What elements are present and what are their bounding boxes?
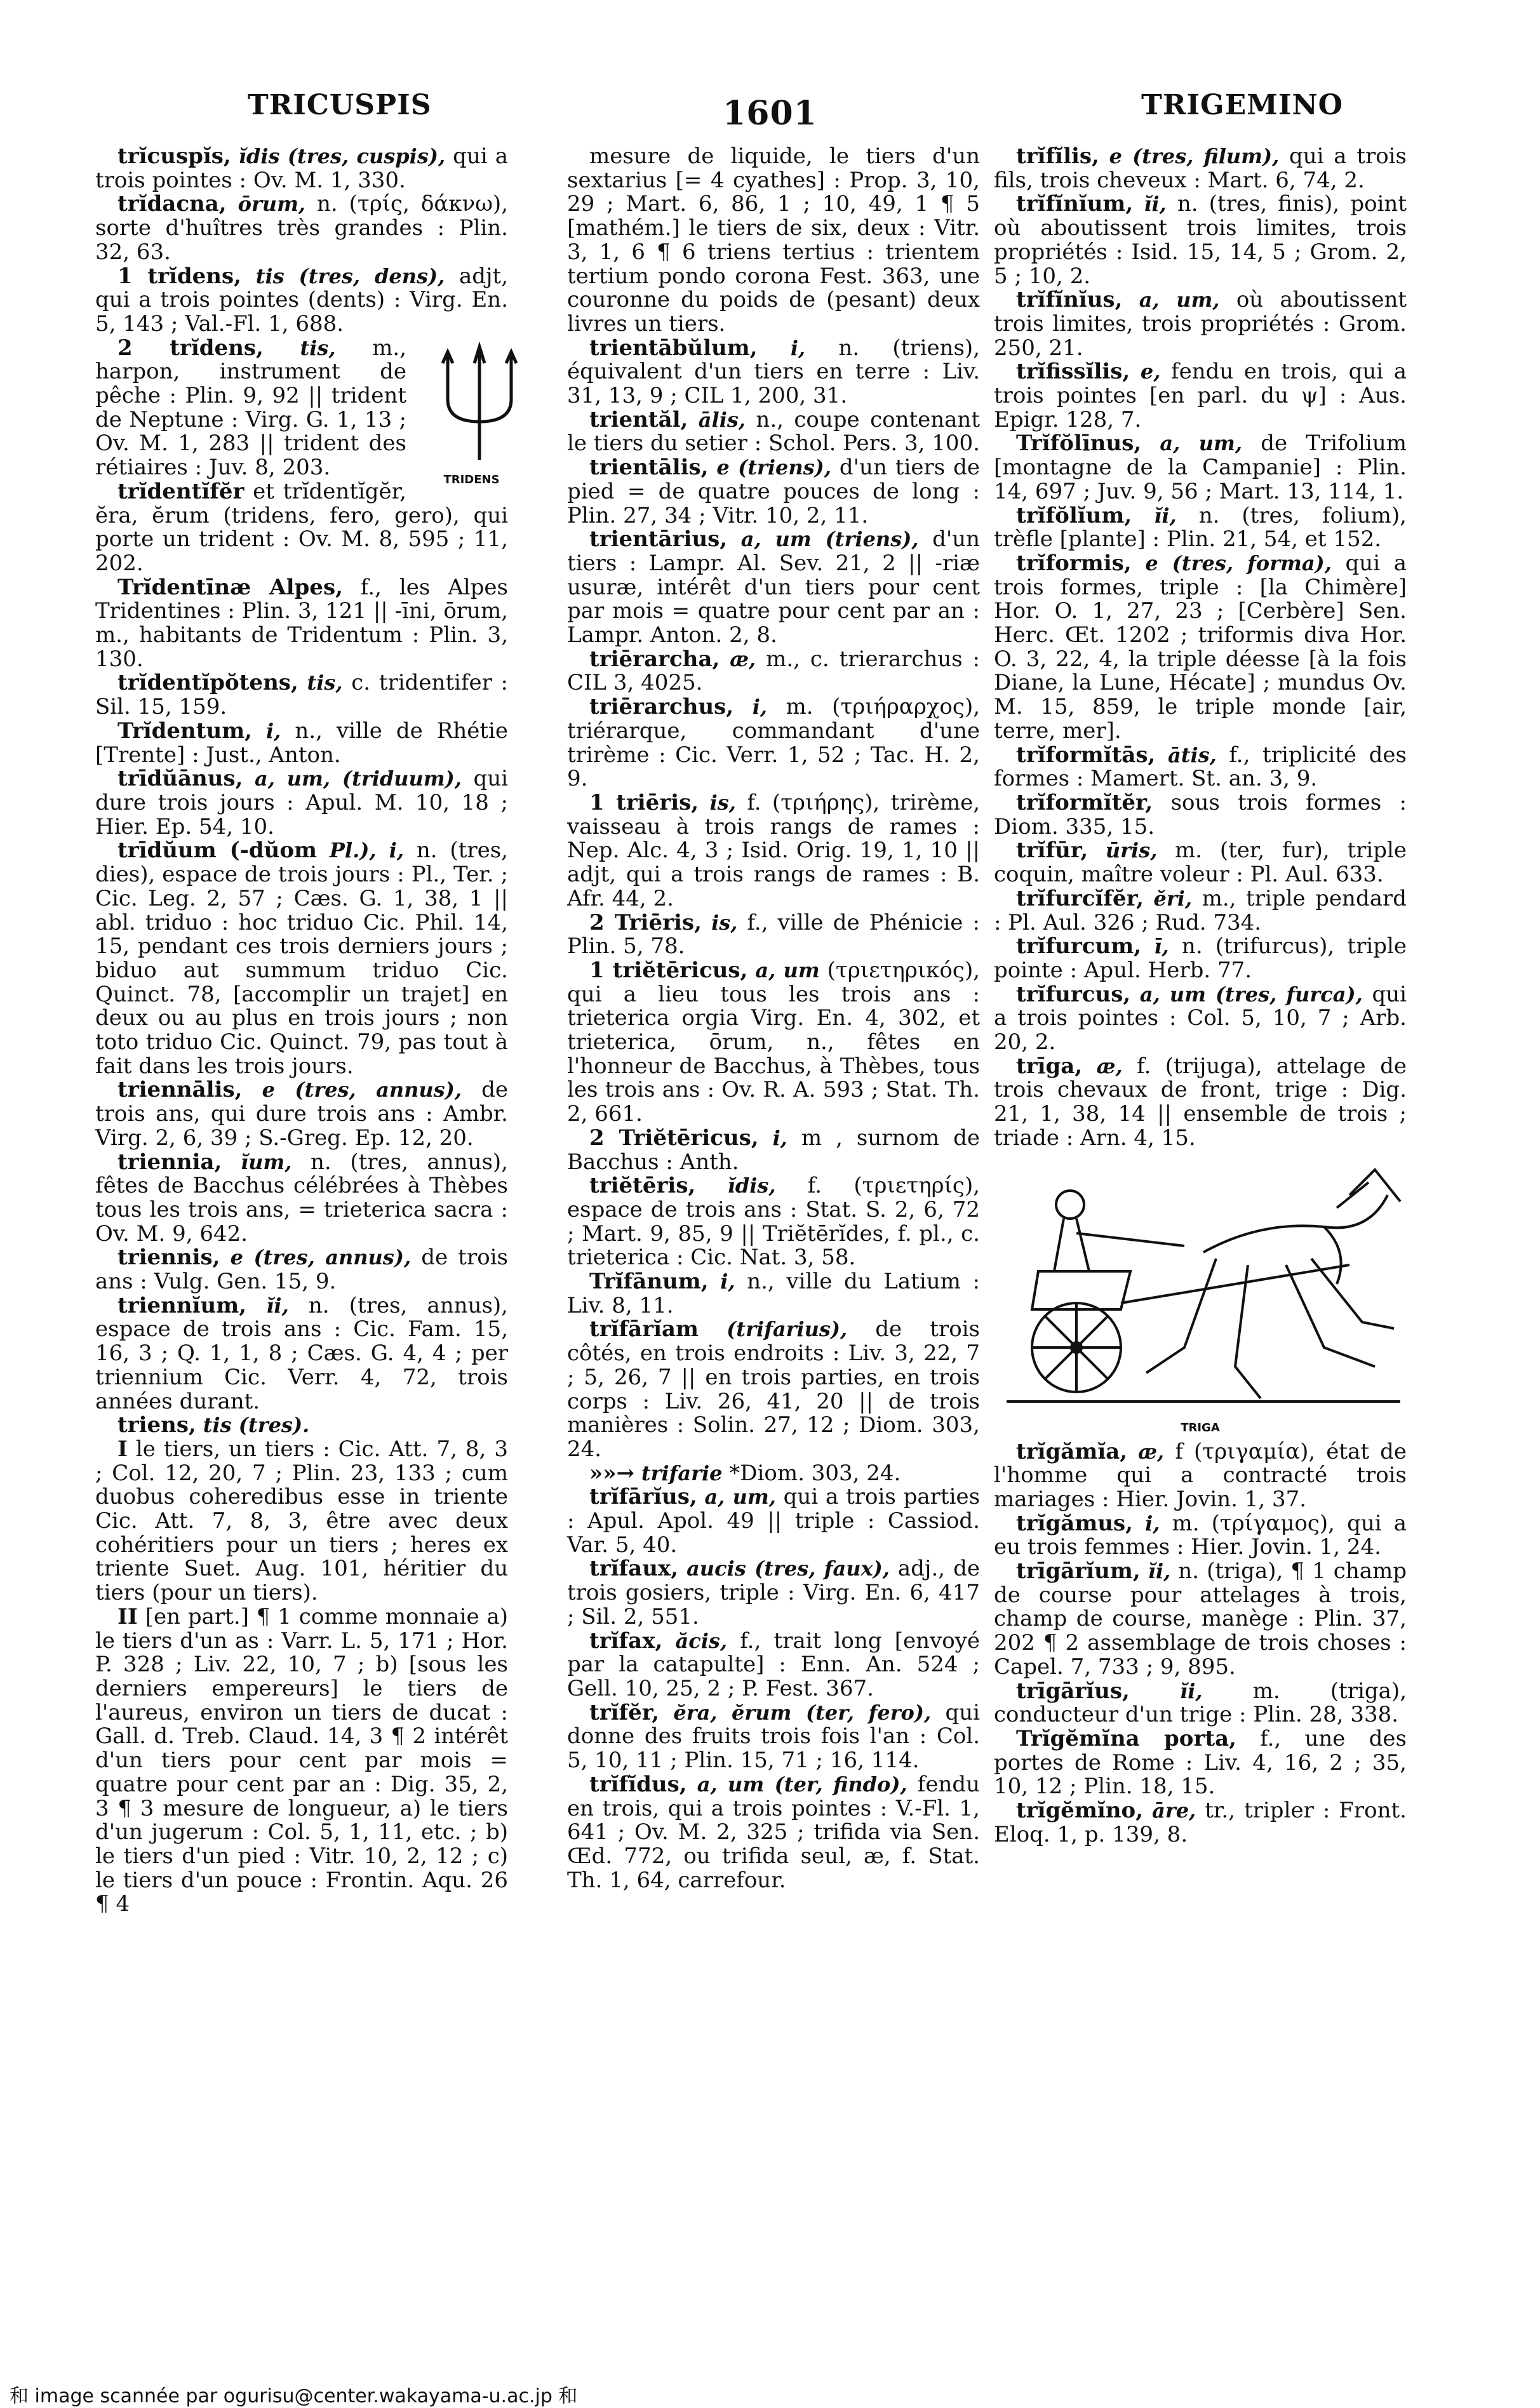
entry-definition: (τριετηρικός), qui a lieu tous les trois ans : trieterica orgia Virg. En. 4, 302, et trieterica, ōrum, n., fêtes en l'honneur de Bacchus, à Thèbes, tous les trois ans : Ov. R. A. 593 ; Stat. Th. 2, 661. xyxy=(567,957,981,1127)
entry-definition: n. (τρίς, δάκνω), sorte d'huîtres très grandes : Plin. 32, 63. xyxy=(95,191,508,265)
entry-etymology: ālis, xyxy=(698,407,746,432)
entry-etymology: ĭum, xyxy=(241,1149,292,1174)
entry-etymology: tis (tres). xyxy=(203,1413,310,1438)
dictionary-entry xyxy=(567,1127,980,1174)
tridens-caption: TRIDENS xyxy=(443,473,500,487)
entry-etymology: a, um (triens), xyxy=(740,527,919,552)
dictionary-entry xyxy=(567,337,980,408)
dictionary-entry xyxy=(567,1701,980,1773)
entry-definition: où aboutissent trois limites, trois propriétés : Grom. 250, 21. xyxy=(994,287,1407,361)
entry-definition: m., c. trierarchus : CIL 3, 4025. xyxy=(567,646,980,696)
entry-headword: trĭfārĭam xyxy=(589,1316,699,1342)
entry-headword: trĭfĭdus, xyxy=(589,1771,687,1797)
entry-etymology: ōrum, xyxy=(238,192,306,217)
dictionary-entry xyxy=(994,1440,1407,1512)
entry-headword: Trĭdentum, xyxy=(117,718,253,744)
entry-etymology: ĭdis (tres, cuspis), xyxy=(238,144,446,168)
entry-headword: trientābŭlum, xyxy=(589,335,758,361)
entry-etymology: a, um (tres, furca), xyxy=(1139,982,1363,1007)
entry-definition: qui a trois fils, trois cheveux : Mart. 6, 74, 2. xyxy=(994,144,1407,193)
entry-etymology: æ, xyxy=(730,646,756,671)
entry-headword: trientālis, xyxy=(589,455,709,481)
entry-etymology: e (tres, filum), xyxy=(1109,144,1280,168)
dictionary-entry xyxy=(95,480,508,576)
entry-etymology: ĭi, xyxy=(1180,1678,1203,1703)
entry-etymology: ĕra, ĕrum (ter, fero), xyxy=(673,1700,932,1725)
entry-etymology: ĭi, xyxy=(1154,503,1177,528)
entry-headword: trĭfĭnĭum, xyxy=(1016,191,1134,217)
entry-headword: trĭgĕmĭno, xyxy=(1016,1798,1144,1824)
entry-headword: trĭfŏlĭum, xyxy=(1016,502,1132,528)
dictionary-entry xyxy=(95,1414,508,1438)
entry-definition: n., ville du Latium : Liv. 8, 11. xyxy=(567,1269,980,1318)
dictionary-entry xyxy=(95,719,508,767)
dictionary-entry xyxy=(567,1557,980,1629)
entry-etymology: ĭi, xyxy=(266,1293,289,1318)
trident-icon xyxy=(435,339,524,463)
entry-headword: triennālis, xyxy=(117,1077,243,1103)
dictionary-entry xyxy=(994,1560,1407,1680)
entry-etymology: Pl.), i, xyxy=(329,838,404,863)
entry-headword: trīdŭānus, xyxy=(117,766,243,792)
entry-definition: *Diom. 303, 24. xyxy=(729,1460,901,1486)
entry-definition: f. (trijuga), attelage de trois chevaux de front, trige : Dig. 21, 1, 38, 14 || ensemble de trois ; triade : Arn. 4, 15. xyxy=(994,1053,1407,1151)
entry-headword: trĭdentĭpŏtens, xyxy=(117,670,298,696)
entry-etymology: e (tres, annus), xyxy=(230,1245,412,1270)
dictionary-entry xyxy=(567,1462,980,1486)
chariot-icon xyxy=(994,1157,1407,1411)
entry-definition: fendu en trois, qui a trois pointes : V.-Fl. 1, 641 ; Ov. M. 2, 325 ; trifida via Sen. Œd. 772, ou trifida seul, æ, f. Stat. Th. 1, 64, carrefour. xyxy=(567,1771,980,1893)
entry-etymology: is, xyxy=(711,910,738,935)
entry-headword: trīdŭum (-dŭom xyxy=(117,838,317,864)
entry-headword: trĭfĭlis, xyxy=(1016,144,1099,169)
dictionary-entry xyxy=(994,887,1407,935)
dictionary-entry xyxy=(95,192,508,264)
entry-headword: II xyxy=(117,1603,138,1629)
entry-etymology: ĭi, xyxy=(1148,1559,1171,1584)
entry-headword: trĭfissĭlis, xyxy=(1016,359,1130,385)
entry-definition: de trois côtés, en trois endroits : Liv. 3, 22, 7 ; 5, 26, 7 || en trois parties, en trois corps : Liv. 26, 41, 20 || de trois manières : Solin. 27, 12 ; Diom. 303, 24. xyxy=(567,1316,981,1462)
dictionary-entry xyxy=(567,408,980,456)
entry-definition: de trois ans, qui dure trois ans : Ambr. Virg. 2, 6, 39 ; S.-Greg. Ep. 12, 20. xyxy=(95,1077,508,1151)
entry-definition: f., trait long [envoyé par la catapulte] : Enn. An. 524 ; Gell. 10, 25, 2 ; P. Fest. 367. xyxy=(567,1628,980,1701)
dictionary-entry xyxy=(994,192,1407,288)
entry-headword: triens, xyxy=(117,1412,196,1438)
entry-definition: n. (tres, annus), espace de trois ans : Cic. Fam. 15, 16, 3 ; Q. 1, 1, 8 ; Cæs. G. 4, 4 ; per triennium Cic. Verr. 4, 72, trois années durant. xyxy=(95,1292,508,1414)
entry-headword: triennis, xyxy=(117,1245,220,1271)
entry-etymology: e (tres, annus), xyxy=(262,1078,462,1102)
entry-definition: f., triplicité des formes : Mamert. St. an. 3, 9. xyxy=(994,742,1407,792)
entry-headword: trĭgămus, xyxy=(1016,1510,1134,1536)
dictionary-entry xyxy=(994,360,1407,432)
entry-headword: 1 trĭdens, xyxy=(117,263,242,289)
entry-definition: n. (tres, dies), espace de trois jours : Pl., Ter. ; Cic. Leg. 2, 57 ; Cæs. G. 1, 38, 1 || abl. triduo : hoc triduo Cic. Phil. 14, 15, pendant ces trois derniers jours ; biduo aut summum triduo Cic. Quinct. 78, [accomplir un trajet] en deux ou au plus en trois jours ; non toto triduo Cic. Quinct. 79, pas tout à fait dans les trois jours. xyxy=(95,838,508,1079)
entry-headword: trĭformĭtĕr, xyxy=(1016,789,1153,815)
entry-definition: qui a trois formes, triple : [la Chimère] Hor. O. 1, 27, 23 ; [Cerbère] Sen. Herc. Œt. 1202 ; triformis diva Hor. O. 3, 22, 4, la triple déesse [à la fois Diane, la Lune, Hécate] ; mundus Ov. M. 15, 859, le triple monde [air, terre, mer]. xyxy=(994,550,1407,744)
dictionary-entry xyxy=(567,791,980,911)
entry-definition: m. (ter, fur), triple coquin, maître voleur : Pl. Aul. 633. xyxy=(994,838,1407,888)
dictionary-entry xyxy=(994,552,1407,744)
dictionary-entry xyxy=(994,839,1407,886)
entry-etymology: e, xyxy=(1140,359,1161,384)
entry-headword: 2 Triēris, xyxy=(589,909,702,935)
entry-headword: triennia, xyxy=(117,1149,222,1175)
entry-definition: f., les Alpes Tridentines : Plin. 3, 121 || -īni, ōrum, m., habitants de Tridentum : Plin. 3, 130. xyxy=(95,574,508,672)
tridens-illustration xyxy=(413,339,508,485)
entry-definition: le tiers, un tiers : Cic. Att. 7, 8, 3 ; Col. 12, 20, 7 ; Plin. 23, 133 ; cum duobus coheredibus esse in triente Cic. Att. 7, 8, 3, être avec deux cohéritiers pour un tiers ; heres ex triente Suet. Aug. 101, héritier du tiers (pour un tiers). xyxy=(95,1436,508,1606)
running-head-left: TRICUSPIS xyxy=(248,89,432,121)
entry-headword: 2 Triĕtēricus, xyxy=(589,1125,759,1151)
column-3 xyxy=(994,145,1407,1847)
dictionary-entry xyxy=(567,145,980,337)
entry-definition: m. (τρίγαμος), qui a eu trois femmes : Hier. Jovin. 1, 24. xyxy=(994,1510,1407,1560)
entry-definition: f. (τριήρης), trirème, vaisseau à trois rangs de rames : Nep. Alc. 4, 3 ; Isid. Orig. 19, 1, 10 || adjt, qui a trois rangs de rames : B. Afr. 44, 2. xyxy=(567,789,980,911)
entry-etymology: a, um xyxy=(755,958,820,982)
entry-etymology: æ, xyxy=(1138,1439,1165,1464)
entry-headword: trĭfārĭus, xyxy=(589,1484,697,1510)
entry-definition: f. (τριετηρίς), espace de trois ans : Stat. S. 2, 6, 72 ; Mart. 9, 85, 9 || Triĕtērĭdes, f. pl., c. trieterica : Cic. Nat. 3, 58. xyxy=(567,1173,981,1271)
entry-headword: »»→ xyxy=(589,1460,634,1486)
entry-definition: f., une des portes de Rome : Liv. 4, 16, 2 ; 35, 10, 12 ; Plin. 18, 15. xyxy=(994,1725,1407,1800)
scan-credit: 和 image scannée par ogurisu@center.wakayama-u.ac.jp 和 xyxy=(10,2385,578,2407)
entry-definition: n. (tres, folium), trèfle [plante] : Plin. 21, 54, et 152. xyxy=(994,502,1407,552)
entry-etymology: a, um, xyxy=(704,1485,776,1509)
entry-etymology: āre, xyxy=(1152,1798,1196,1823)
dictionary-entry xyxy=(95,1294,508,1414)
entry-etymology: i, xyxy=(772,1125,787,1150)
entry-definition: adjt, qui a trois pointes (dents) : Virg. En. 5, 143 ; Val.-Fl. 1, 688. xyxy=(95,263,509,337)
entry-definition: n., coupe contenant le tiers du setier : Schol. Pers. 3, 100. xyxy=(567,406,980,457)
entry-headword: triērarchus, xyxy=(589,694,734,720)
dictionary-entry xyxy=(567,1270,980,1318)
dictionary-entry xyxy=(95,767,508,839)
entry-etymology: tis, xyxy=(307,671,343,695)
entry-definition: qui a trois pointes : Col. 5, 10, 7 ; Arb. 20, 2. xyxy=(994,981,1407,1055)
running-head-right: TRIGEMINO xyxy=(1141,89,1343,121)
dictionary-entry xyxy=(567,959,980,1127)
dictionary-entry xyxy=(567,648,980,695)
entry-definition: m., triple pendard : Pl. Aul. 326 ; Rud. 734. xyxy=(994,885,1407,935)
column-1 xyxy=(95,145,508,1916)
entry-headword: 1 triēris, xyxy=(589,789,699,815)
entry-etymology: (trifarius), xyxy=(726,1317,848,1342)
dictionary-entry xyxy=(95,265,508,337)
entry-headword: trĭdacna, xyxy=(117,191,227,217)
entry-headword: Trĭfŏlīnus, xyxy=(1016,431,1142,457)
entry-etymology: tis (tres, dens), xyxy=(255,264,445,288)
entry-etymology: is, xyxy=(709,790,736,815)
dictionary-entry xyxy=(567,456,980,528)
entry-etymology: tis, xyxy=(300,335,336,360)
entry-definition: adj., de trois gosiers, triple : Virg. En. 6, 417 ; Sil. 2, 551. xyxy=(567,1556,980,1629)
entry-headword: triērarcha, xyxy=(589,646,720,672)
entry-headword: trĭfaux, xyxy=(589,1556,679,1582)
entry-definition: qui a trois parties : Apul. Apol. 49 || triple : Cassiod. Var. 5, 40. xyxy=(567,1484,981,1558)
entry-etymology: a, um, (triduum), xyxy=(255,766,462,791)
entry-definition: d'un tiers : Lampr. Al. Sev. 21, 2 || -riæ usuræ, intérêt d'un tiers pour cent par mois = quatre pour cent par an : Lampr. Anton. 2, 8. xyxy=(567,526,981,648)
entry-etymology: ĭdis, xyxy=(727,1174,776,1198)
entry-headword: triĕtēris, xyxy=(589,1173,696,1199)
dictionary-entry xyxy=(994,432,1407,504)
entry-definition: n. (triga), ¶ 1 champ de course pour attelages à trois, champ de course, manège : Plin. 37, 202 ¶ 2 assemblage de trois choses : Capel. 7, 733 ; 9, 895. xyxy=(994,1558,1407,1680)
entry-etymology: i, xyxy=(720,1269,735,1294)
entry-definition: m , surnom de Bacchus : Anth. xyxy=(567,1125,981,1175)
dictionary-entry xyxy=(95,576,508,672)
entry-definition: de trois ans : Vulg. Gen. 15, 9. xyxy=(95,1245,509,1295)
entry-definition: n. (triens), équivalent d'un tiers en terre : Liv. 31, 13, 9 ; CIL 1, 200, 31. xyxy=(567,335,980,409)
entry-etymology: ī, xyxy=(1154,934,1169,959)
dictionary-entry xyxy=(567,1485,980,1557)
entry-headword: Trĭdentīnæ Alpes, xyxy=(117,574,343,600)
entry-definition: c. tridentifer : Sil. 15, 159. xyxy=(95,670,508,720)
entry-definition: mesure de liquide, le tiers d'un sextarius [= 4 cyathes] : Prop. 3, 10, 29 ; Mart. 6, 86, 1 ; 10, 49, 1 ¶ 5 [mathém.] le tiers de six, deux : Vitr. 3, 1, 6 ¶ 6 triens tertius : trientem tertium pondo corona Fest. 363, une couronne du poids de (pesant) deux livres un tiers. xyxy=(567,144,980,337)
entry-headword: trĭfurcum, xyxy=(1016,933,1142,960)
entry-definition: de Trifolium [montagne de la Campanie] : Plin. 14, 697 ; Juv. 9, 56 ; Mart. 13, 114, 1. xyxy=(994,431,1407,504)
entry-definition: f., ville de Phénicie : Plin. 5, 78. xyxy=(567,909,981,960)
entry-definition: m. (triga), conducteur d'un trige : Plin. 28, 338. xyxy=(994,1678,1407,1728)
dictionary-entry xyxy=(95,1078,508,1150)
entry-etymology: trifarie xyxy=(641,1461,723,1485)
entry-definition: [en part.] ¶ 1 comme monnaie a) le tiers d'un as : Varr. L. 5, 171 ; Hor. P. 328 ; Liv. 22, 10, 7 ; b) [sous les derniers empereurs] le tiers de l'aureus, environ un tiers de ducat : Gall. d. Treb. Claud. 14, 3 ¶ 2 intérêt d'un tiers pour cent par mois = quatre pour cent par an : Dig. 35, 2, 3 ¶ 3 mesure de longueur, a) le tiers d'un jugerum : Col. 5, 1, 11, etc. ; b) le tiers d'un pied : Vitr. 10, 2, 12 ; c) le tiers d'un pouce : Frontin. Aqu. 26 ¶ 4 xyxy=(95,1603,508,1917)
entry-etymology: ăcis, xyxy=(675,1628,728,1653)
entry-headword: trĭfurcus, xyxy=(1016,981,1131,1007)
entry-etymology: æ, xyxy=(1096,1054,1123,1078)
dictionary-entry xyxy=(994,1799,1407,1847)
entry-definition: f (τριγαμία), état de l'homme qui a contracté trois mariages : Hier. Jovin. 1, 37. xyxy=(994,1438,1407,1512)
entry-definition: qui donne des fruits trois fois l'an : Col. 5, 10, 11 ; Plin. 15, 71 ; 16, 114. xyxy=(567,1699,981,1774)
dictionary-entry xyxy=(567,695,980,791)
entry-definition: n. (trifurcus), triple pointe : Apul. Herb. 77. xyxy=(994,933,1407,983)
entry-headword: Trĭfānum, xyxy=(589,1269,709,1295)
triga-illustration xyxy=(994,1157,1407,1436)
dictionary-entry xyxy=(95,1605,508,1916)
entry-etymology: i, xyxy=(790,335,806,360)
dictionary-entry xyxy=(994,1680,1407,1727)
entry-headword: trĭgămĭa, xyxy=(1016,1438,1128,1464)
entry-etymology: a, um, xyxy=(1139,288,1220,312)
entry-headword: trĭfūr, xyxy=(1016,838,1088,864)
dictionary-entry xyxy=(95,335,508,487)
entry-etymology: ātis, xyxy=(1167,742,1217,767)
dictionary-entry xyxy=(567,528,980,648)
entry-headword: trĭdentĭfĕr xyxy=(117,478,244,504)
entry-headword: trĭfĕr, xyxy=(589,1699,660,1725)
entry-headword: trīgārĭus, xyxy=(1016,1678,1130,1704)
entry-etymology: a, um, xyxy=(1160,431,1243,456)
entry-definition: fendu en trois, qui a trois pointes [en parl. du ψ] : Aus. Epigr. 128, 7. xyxy=(994,359,1407,432)
entry-etymology: ĭi, xyxy=(1144,192,1167,217)
page-number: 1601 xyxy=(723,94,817,133)
entry-definition: m., harpon, instrument de pêche : Plin. 9, 92 || trident de Neptune : Virg. G. 1, 13 ; Ov. M. 1, 283 || trident des rétiaires : Juv. 8, 203. xyxy=(95,335,407,481)
entry-headword: trĭformĭtās, xyxy=(1016,742,1156,768)
dictionary-entry xyxy=(567,1629,980,1701)
dictionary-entry xyxy=(994,1512,1407,1560)
entry-headword: trĭfĭnĭus, xyxy=(1016,287,1123,313)
entry-etymology: i, xyxy=(266,718,281,743)
entry-definition: m. (τριήραρχος), triérarque, commandant d'une trirème : Cic. Verr. 1, 52 ; Tac. H. 2, 9. xyxy=(567,694,981,792)
entry-definition: n. (tres, annus), fêtes de Bacchus célébrées à Thèbes tous les trois ans, = trieterica sacra : Ov. M. 9, 642. xyxy=(95,1149,508,1247)
entry-etymology: i, xyxy=(1145,1511,1160,1535)
entry-headword: 2 trĭdens, xyxy=(117,335,264,361)
entry-headword: trĭcuspĭs, xyxy=(117,144,231,169)
entry-etymology: i, xyxy=(752,695,767,719)
entry-definition: et trĭdentĭgĕr, ĕra, ĕrum (tridens, fero, gero), qui porte un trident : Ov. M. 8, 595 ; 11, 202. xyxy=(95,478,508,576)
entry-headword: trīga, xyxy=(1016,1053,1083,1079)
dictionary-entry xyxy=(567,1318,980,1461)
entry-etymology: e (triens), xyxy=(716,455,831,480)
entry-headword: trīgārĭum, xyxy=(1016,1558,1141,1584)
dictionary-entry xyxy=(95,145,508,192)
entry-etymology: ūris, xyxy=(1105,838,1158,863)
dictionary-entry xyxy=(994,1055,1407,1151)
entry-definition: d'un tiers de pied = de quatre pouces de long : Plin. 27, 34 ; Vitr. 10, 2, 11. xyxy=(567,455,980,528)
entry-headword: triennĭum, xyxy=(117,1292,247,1318)
entry-headword: trientăl, xyxy=(589,406,688,432)
dictionary-entry xyxy=(567,1773,980,1893)
entry-definition: qui a trois pointes : Ov. M. 1, 330. xyxy=(95,144,508,193)
entry-headword: 1 triĕtēricus, xyxy=(589,957,748,983)
entry-definition: tr., tripler : Front. Eloq. 1, p. 139, 8. xyxy=(994,1798,1407,1847)
entry-etymology: ĕri, xyxy=(1153,886,1193,911)
entry-headword: trĭfax, xyxy=(589,1628,663,1654)
dictionary-entry xyxy=(994,791,1407,839)
dictionary-entry xyxy=(994,288,1407,360)
entry-headword: trientārius, xyxy=(589,526,728,552)
dictionary-entry xyxy=(994,935,1407,982)
entry-etymology: aucis (tres, faux), xyxy=(686,1556,890,1581)
dictionary-entry xyxy=(994,1727,1407,1799)
column-2 xyxy=(567,145,980,1892)
dictionary-entry xyxy=(95,671,508,719)
entry-headword: Trĭgĕmĭna porta, xyxy=(1016,1725,1236,1751)
entry-definition: n., ville de Rhétie [Trente] : Just., Anton. xyxy=(95,718,508,768)
dictionary-entry xyxy=(95,839,508,1078)
dictionary-entry xyxy=(994,145,1407,192)
dictionary-entry xyxy=(994,744,1407,791)
entry-headword: trĭformis, xyxy=(1016,550,1132,576)
entry-definition: sous trois formes : Diom. 335, 15. xyxy=(994,789,1407,839)
dictionary-entry xyxy=(994,983,1407,1055)
dictionary-entry xyxy=(567,1174,980,1270)
dictionary-entry xyxy=(994,504,1407,552)
entry-definition: qui dure trois jours : Apul. M. 10, 18 ; Hier. Ep. 54, 10. xyxy=(95,766,508,839)
dictionary-entry xyxy=(95,1246,508,1294)
entry-etymology: a, um (ter, findo), xyxy=(697,1772,907,1796)
triga-caption: TRIGA xyxy=(1181,1421,1220,1435)
entry-headword: trĭfurcĭfĕr, xyxy=(1016,885,1144,911)
dictionary-entry xyxy=(567,911,980,959)
entry-definition: n. (tres, finis), point où aboutissent trois limites, trois propriétés : Isid. 15, 14, 5 ; Grom. 2, 5 ; 10, 2. xyxy=(994,191,1407,289)
entry-headword: I xyxy=(117,1436,128,1462)
dictionary-entry xyxy=(95,1151,508,1247)
dictionary-entry xyxy=(95,1438,508,1605)
entry-etymology: e (tres, forma), xyxy=(1145,551,1332,575)
